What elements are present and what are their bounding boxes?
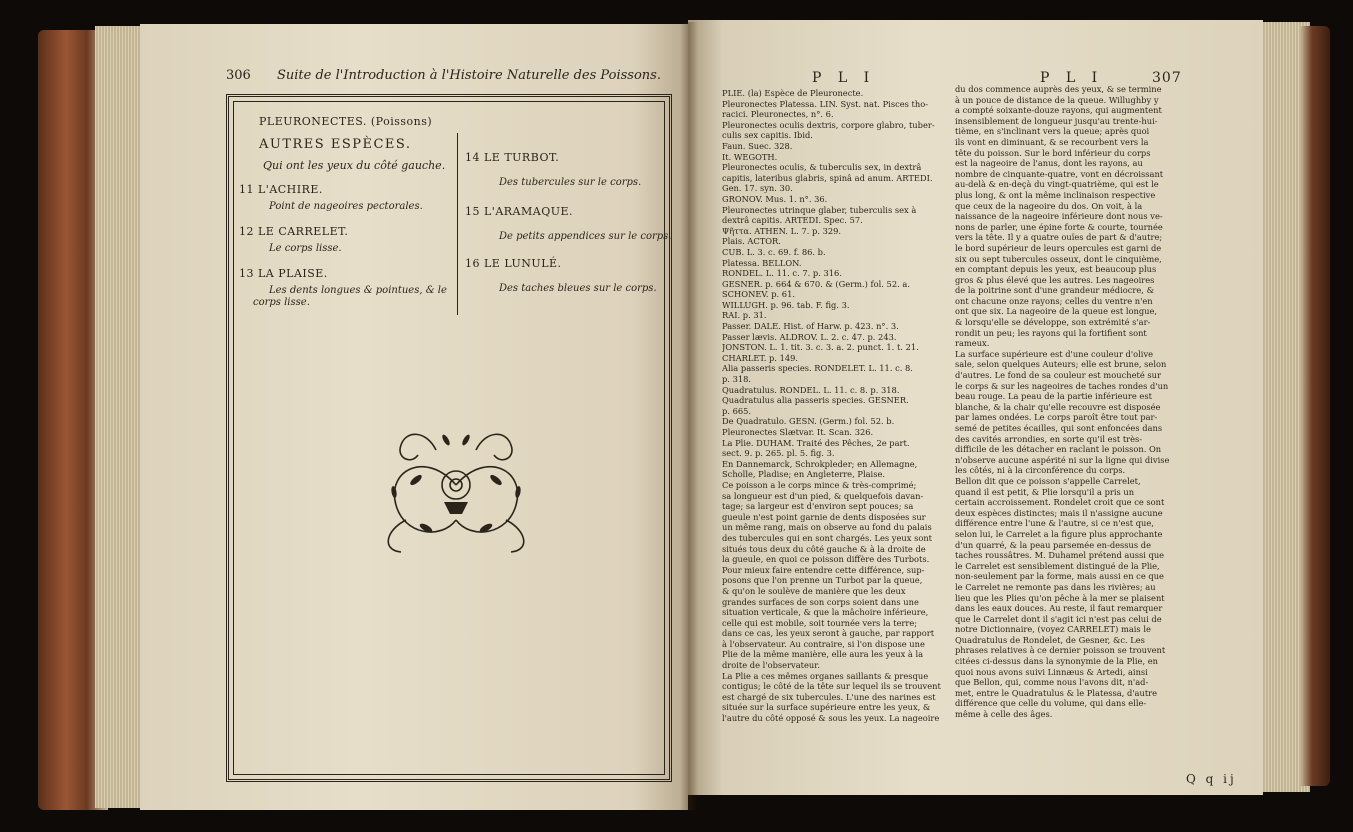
text-line: grandes surfaces de son corps soient dans une — [722, 596, 919, 607]
text-line: met, entre le Quadratulus & le Platessa, d'autre — [955, 687, 1158, 698]
text-line: lieu que les Plies qu'on pêche à la mer se plaisent — [955, 592, 1165, 603]
text-line: à l'observateur. Au contraire, si l'on dispose une — [722, 638, 925, 649]
species-entry-desc: De petits appendices sur le corps. — [499, 231, 672, 242]
text-line: insensiblement de longueur jusqu'au trente-hui- — [955, 115, 1158, 126]
text-line: d'autres. Le fond de sa couleur est moucheté sur — [955, 370, 1161, 381]
species-entry-name: 12 LE CARRELET. — [239, 225, 349, 238]
text-line: six ou sept tubercules osseux, dont le cinquième, — [955, 253, 1162, 264]
text-line: Bellon dit que ce poisson s'appelle Carrelet, — [955, 475, 1141, 486]
text-line: La surface supérieure est d'une couleur d'olive — [955, 348, 1154, 359]
text-line: Quadratulus de Rondelet, de Gesner, &c. Les — [955, 634, 1145, 645]
text-line: de la poitrine sont d'une grandeur médiocre, & — [955, 285, 1154, 296]
text-line: difficile de les détacher en raclant le poisson. On — [955, 444, 1162, 455]
text-line: un même rang, mais on observe au fond du palais — [722, 522, 932, 533]
text-line: selon lui, le Carrelet a la figure plus approchante — [955, 528, 1163, 539]
text-line: dans les eaux douces. Au reste, il faut remarquer — [955, 603, 1163, 614]
text-line: phrases relatives à ce dernier poisson se trouvent — [955, 645, 1166, 656]
text-line: RAI. p. 31. — [722, 310, 767, 321]
text-line: JONSTON. L. 1. tit. 3. c. 3. a. 2. punct. 1. t. 21. — [722, 342, 919, 353]
text-line: a compté soixante-douze rayons, qui augmentent — [955, 105, 1162, 116]
text-line: tième, en s'inclinant vers la queue; après quoi — [955, 126, 1150, 137]
text-line: beau rouge. La peau de la partie inférieure est — [955, 391, 1152, 402]
text-line: quoi nous avons suivi Linnæus & Artedi, ainsi — [955, 666, 1148, 677]
text-line: même à celle des âges. — [955, 709, 1053, 720]
text-line: au-delà & en-deçà du vingt-quatrième, qui est le — [955, 179, 1159, 190]
text-line: celle qui est mobile, soit tournée vers la terre; — [722, 617, 918, 628]
text-line: certain accroissement. Rondelet croit que ce sont — [955, 497, 1165, 508]
text-line: capitis, lateribus glabris, spinâ ad anum. ARTEDI. — [722, 172, 933, 183]
text-line: blanche, & la chair qu'elle recouvre est disposée — [955, 401, 1161, 412]
text-line: sect. 9. p. 265. pl. 5. fig. 3. — [722, 448, 835, 459]
text-line: contigus; le côté de la tête sur lequel ils se trouvent — [722, 681, 941, 692]
text-line: citées ci-dessus dans la synonymie de la Plie, en — [955, 656, 1158, 667]
species-entry-desc: Les dents longues & pointues, & le — [269, 285, 447, 296]
text-line: différence entre l'une & l'autre, si ce n'est que, — [955, 518, 1154, 529]
book-gutter — [680, 22, 698, 810]
text-line: p. 318. — [722, 374, 752, 385]
text-line: Pleuronectes oculis, & tuberculis sex, in dextrâ — [722, 162, 922, 173]
text-line: CUB. L. 3. c. 69. f. 86. b. — [722, 246, 826, 257]
right-page-number: 307 — [1152, 70, 1182, 86]
right-running-head-left: P L I — [812, 70, 876, 86]
species-entry-desc: corps lisse. — [253, 297, 310, 308]
species-entry-desc: Le corps lisse. — [269, 243, 342, 254]
text-line: situation verticale, & que la mâchoire inférieure, — [722, 607, 929, 618]
species-entry-name: 13 LA PLAISE. — [239, 267, 328, 280]
text-line: situés tous deux du côté gauche & à la droite de — [722, 543, 926, 554]
text-line: Plais. ACTOR. — [722, 236, 781, 247]
text-line: Ψῆττα. ATHEN. L. 7. p. 329. — [722, 225, 842, 236]
text-line: Pleuronectes Platessa. LIN. Syst. nat. Pisces tho- — [722, 98, 929, 109]
text-line: culis sex capitis. Ibid. — [722, 130, 813, 141]
text-line: CHARLET. p. 149. — [722, 352, 799, 363]
book-cover-right — [1300, 26, 1330, 786]
text-line: le Carrelet ne remonte pas dans les rivières; au — [955, 581, 1156, 592]
text-line: nons de parler, une épine forte & courte, tournée — [955, 221, 1163, 232]
species-column-divider — [457, 133, 458, 315]
text-line: que le Carrelet dont il s'agit ici n'est pas celui de — [955, 613, 1162, 624]
text-line: la gueule, en quoi ce poisson diffère des Turbots. — [722, 554, 930, 565]
text-line: La Plie. DUHAM. Traité des Pêches, 2e part. — [722, 437, 910, 448]
signature-mark: Q q ij — [1186, 772, 1237, 786]
text-line: dextrâ capitis. ARTEDI. Spec. 57. — [722, 215, 863, 226]
species-entry-name: 16 LE LUNULÉ. — [465, 257, 562, 270]
text-line: dans ce cas, les yeux seront à gauche, par rapport — [722, 628, 935, 639]
species-entry-name: 15 L'ARAMAQUE. — [465, 205, 574, 218]
left-running-title: Suite de l'Introduction à l'Histoire Naturelle des Poissons. — [276, 68, 661, 83]
text-line: & lorsqu'elle se développe, son extrémité s'ar- — [955, 317, 1151, 328]
text-line: taches roussâtres. M. Duhamel prétend aussi que — [955, 550, 1165, 561]
text-line: Passer. DALE. Hist. of Harw. p. 423. n°. 3. — [722, 321, 899, 332]
species-entry-desc: Point de nageoires pectorales. — [269, 201, 423, 212]
text-line: notre Dictionnaire, (voyez CARRELET) mais le — [955, 624, 1151, 635]
text-line: l'autre du côté opposé & sous les yeux. La nageoire — [722, 713, 940, 724]
right-running-head-right: P L I — [1040, 70, 1104, 86]
text-line: semé de petites écailles, qui sont enfoncées dans — [955, 423, 1163, 433]
text-line: Plie de la même manière, elle aura les yeux à la — [722, 649, 924, 660]
text-line: le Carrelet est sensiblement distingué de la Plie, — [955, 560, 1160, 571]
text-line: Ce poisson a le corps mince & très-comprimé; — [722, 479, 917, 490]
text-line: Pleuronectes utrinque glaber, tuberculis sex à — [722, 204, 917, 215]
text-line: Quadratulus alia passeris species. GESNER. — [722, 395, 909, 406]
text-line: sale, selon quelques Auteurs; elle est brune, selon — [955, 359, 1167, 370]
text-line: De Quadratulo. GESN. (Germ.) fol. 52. b. — [722, 416, 895, 427]
text-line: & qu'on le soulève de manière que les deux — [722, 585, 906, 596]
text-line: rondit un peu; les rayons qui la fortifient sont — [955, 327, 1147, 338]
text-line: PLIE. (la) Espèce de Pleuronecte. — [722, 88, 864, 98]
text-line: n'observe aucune aspérité ni sur la ligne qui divise — [955, 454, 1170, 465]
text-line: des cavités arrondies, en sorte qu'il est très- — [955, 433, 1143, 444]
species-heading: AUTRES ESPÈCES. — [259, 137, 412, 152]
text-line: plus long, & ont la même inclinaison respective — [955, 189, 1156, 200]
text-line: est la nageoire de l'anus, dont les rayons, au — [955, 158, 1143, 169]
text-line: ont chacune onze rayons; celles du ventre n'en — [955, 295, 1153, 306]
text-line: Pleuronectes oculis dextris, corpore glabro, tuber- — [722, 119, 935, 130]
text-line: sa longueur est d'un pied, & quelquefois davan- — [722, 490, 924, 501]
ornamental-vignette — [366, 410, 546, 560]
text-line: Faun. Suec. 328. — [722, 140, 793, 151]
text-line: gros & plus élevé que les autres. Les nageoires — [955, 274, 1155, 285]
text-line: ils vont en diminuant, & se recourbent vers la — [955, 136, 1149, 147]
text-line: en comptant depuis les yeux, est beaucoup plus — [955, 264, 1157, 275]
text-line: Alia passeris species. RONDELET. L. 11. c. 8. — [722, 363, 913, 374]
text-line: quand il est petit, & Plie lorsqu'il a pris un — [955, 486, 1135, 497]
text-line: WILLUGH. p. 96. tab. F. fig. 3. — [722, 299, 850, 310]
text-line: des tubercules qui en sont chargés. Les yeux sont — [722, 532, 932, 543]
text-line: située sur la surface supérieure entre les yeux, & — [722, 702, 931, 713]
text-line: naissance de la nageoire inférieure dont nous ve- — [955, 211, 1163, 222]
text-line: tage; sa largeur est d'environ sept pouces; sa — [722, 501, 914, 512]
text-line: que ceux de la nageoire du dos. On voit, à la — [955, 200, 1143, 211]
species-entry-desc: Des tubercules sur le corps. — [499, 177, 642, 188]
text-line: différence que celle du volume, qui dans elle- — [955, 698, 1147, 709]
text-line: d'un quarré, & la peau parsemée en-dessus de — [955, 539, 1152, 550]
species-group-description: Qui ont les yeux du côté gauche. — [263, 159, 446, 172]
text-line: GRONOV. Mus. 1. n°. 36. — [722, 193, 828, 204]
text-line: Pour mieux faire entendre cette différence, sup- — [722, 564, 925, 575]
text-line: le bord supérieur de leurs opercules est garni de — [955, 242, 1162, 253]
text-line: gueule n'est point garnie de dents disposées sur — [722, 511, 926, 522]
text-line: posons que l'on prenne un Turbot par la queue, — [722, 575, 923, 586]
text-line: droite de l'observateur. — [722, 660, 820, 671]
text-line: deux espèces distinctes; mais il n'assigne aucune — [955, 507, 1163, 518]
left-page-number: 306 — [226, 68, 251, 83]
text-line: ont que six. La nageoire de la queue est longue, — [955, 306, 1158, 317]
species-entry-desc: Des taches bleues sur le corps. — [499, 283, 657, 294]
text-line: GESNER. p. 664 & 670. & (Germ.) fol. 52. a. — [722, 278, 910, 289]
text-line: est chargé de six tubercules. L'une des narines est — [722, 691, 936, 702]
text-line: racici. Pleuronectes, n°. 6. — [722, 109, 834, 120]
text-line: du dos commence auprès des yeux, & se termine — [955, 84, 1162, 94]
text-line: rameux. — [955, 338, 990, 349]
text-line: RONDEL. L. 11. c. 7. p. 316. — [722, 268, 842, 279]
text-line: vers la tête. Il y a quatre ouïes de part & d'autre; — [955, 232, 1163, 243]
text-line: Pleuronectes Slætvar. It. Scan. 326. — [722, 427, 874, 437]
text-line: Scholle, Pladise; en Angleterre, Plaise. — [722, 469, 886, 480]
text-line: Gen. 17. syn. 30. — [722, 183, 793, 194]
text-line: à un pouce de distance de la queue. Willughby y — [955, 94, 1159, 105]
left-running-head — [226, 68, 661, 83]
text-line: Quadratulus. RONDEL. L. 11. c. 8. p. 318. — [722, 384, 900, 395]
text-line: le corps & sur les nageoires de taches rondes d'un — [955, 380, 1169, 391]
text-line: En Dannemarck, Schrokpleder; en Allemagne, — [722, 458, 918, 469]
text-line: nombre de cinquante-quatre, vont en décroissant — [955, 168, 1164, 179]
text-line: It. WEGOTH. — [722, 151, 778, 162]
text-line: p. 665. — [722, 405, 752, 416]
text-line: Passer lævis. ALDROV. L. 2. c. 47. p. 243. — [722, 331, 897, 342]
text-line: La Plie a ces mêmes organes saillants & presque — [722, 670, 929, 681]
text-line: par lames ondées. Le corps paroît être tout par- — [955, 412, 1158, 423]
text-line: SCHONEV. p. 61. — [722, 289, 795, 300]
text-line: les côtés, ni à la circonférence du corps. — [955, 465, 1126, 476]
text-line: tête du poisson. Sur le bord inférieur du corps — [955, 147, 1151, 158]
text-column-2 — [955, 84, 1177, 774]
genus-title: PLEURONECTES. (Poissons) — [259, 115, 433, 128]
text-line: Platessa. BELLON. — [722, 257, 802, 268]
text-line: non-seulement par la forme, mais aussi en ce que — [955, 571, 1164, 582]
text-line: que Bellon, qui, comme nous l'avons dit, n'ad- — [955, 677, 1149, 688]
species-entry-name: 11 L'ACHIRE. — [239, 183, 323, 196]
text-column-1 — [722, 88, 944, 778]
species-entry-name: 14 LE TURBOT. — [465, 151, 560, 164]
